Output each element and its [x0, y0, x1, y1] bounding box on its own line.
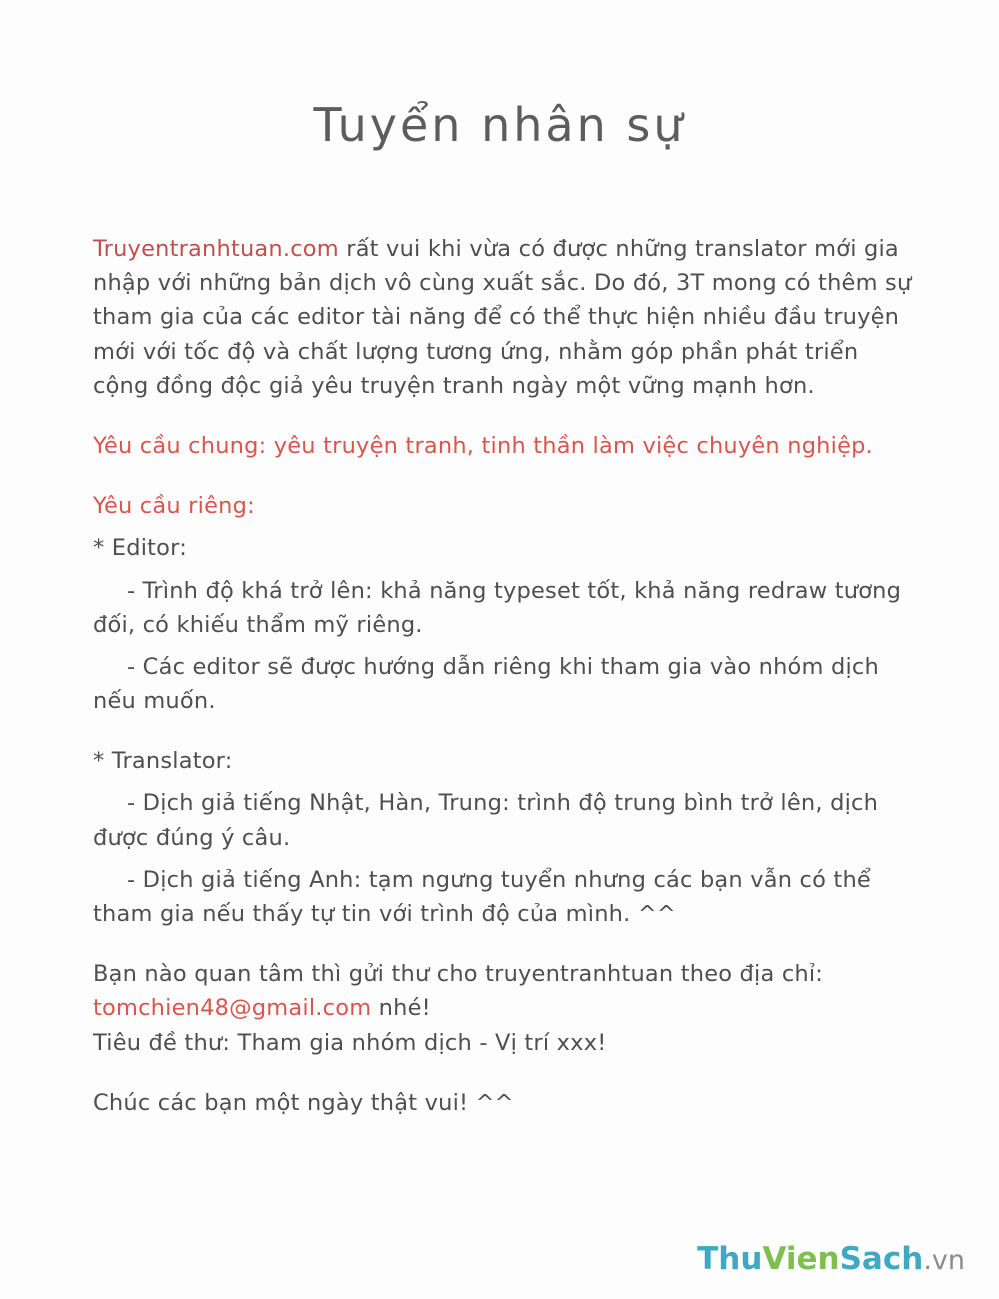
intro-text: rất vui khi vừa có được những translator mới gia nhập với những bản dịch vô cùng xuất sắc. Do đó, 3T mong có thêm sự tham gia của các editor tài năng để có thể thực hiện nhiều đầu truyện mới với tốc độ và chất lượng tương ứng, nhằm góp phần phát triển cộng đồng độc giả yêu truyện tranh ngày một vững mạnh hơn.: [93, 236, 912, 399]
watermark-part-vien: Vien: [762, 1241, 840, 1277]
translator-bullet-2-text: - Dịch giả tiếng Anh: tạm ngưng tuyển nhưng các bạn vẫn có thể tham gia nếu thấy tự tin với trình độ của mình. ^^: [93, 866, 871, 927]
watermark-part-tld: .vn: [923, 1245, 965, 1276]
translator-bullet-1: [93, 786, 913, 854]
watermark-part-sach: Sach: [839, 1241, 924, 1277]
contact-line: Bạn nào quan tâm thì gửi thư cho truyentranhtuan theo địa chỉ:: [93, 961, 824, 988]
page-title: Tuyển nhân sự: [313, 98, 686, 152]
general-requirement: Yêu cầu chung: yêu truyện tranh, tinh thần làm việc chuyên nghiệp.: [93, 432, 873, 459]
intro-paragraph: [93, 232, 913, 403]
contact-email-suffix: nhé!: [371, 995, 431, 1022]
editor-bullet-2-text: - Các editor sẽ được hướng dẫn riêng khi tham gia vào nhóm dịch nếu muốn.: [93, 653, 879, 715]
watermark-part-thu: Thu: [697, 1241, 763, 1277]
editor-label: * Editor:: [93, 535, 187, 562]
contact-email[interactable]: tomchien48@gmail.com: [93, 995, 372, 1022]
editor-bullet-1: [93, 574, 913, 642]
specific-requirement-heading: Yêu cầu riêng:: [93, 493, 255, 520]
closing-line: Chúc các bạn một ngày thật vui! ^^: [93, 1089, 514, 1116]
contact-email-line: [93, 991, 913, 1025]
translator-bullet-1-text: - Dịch giả tiếng Nhật, Hàn, Trung: trình độ trung bình trở lên, dịch được đúng ý câu.: [93, 790, 879, 851]
site-watermark: [697, 1241, 965, 1277]
editor-bullet-2: [93, 650, 913, 718]
translator-label: * Translator:: [93, 748, 233, 775]
document-body: [93, 232, 913, 1146]
site-name: Truyentranhtuan.com: [93, 236, 339, 262]
email-subject-line: Tiêu đề thư: Tham gia nhóm dịch - Vị trí xxx!: [93, 1029, 607, 1056]
editor-bullet-1-text: - Trình độ khá trở lên: khả năng typeset tốt, khả năng redraw tương đối, có khiếu thẩm mỹ riêng.: [93, 577, 902, 638]
translator-bullet-2: [93, 863, 913, 931]
